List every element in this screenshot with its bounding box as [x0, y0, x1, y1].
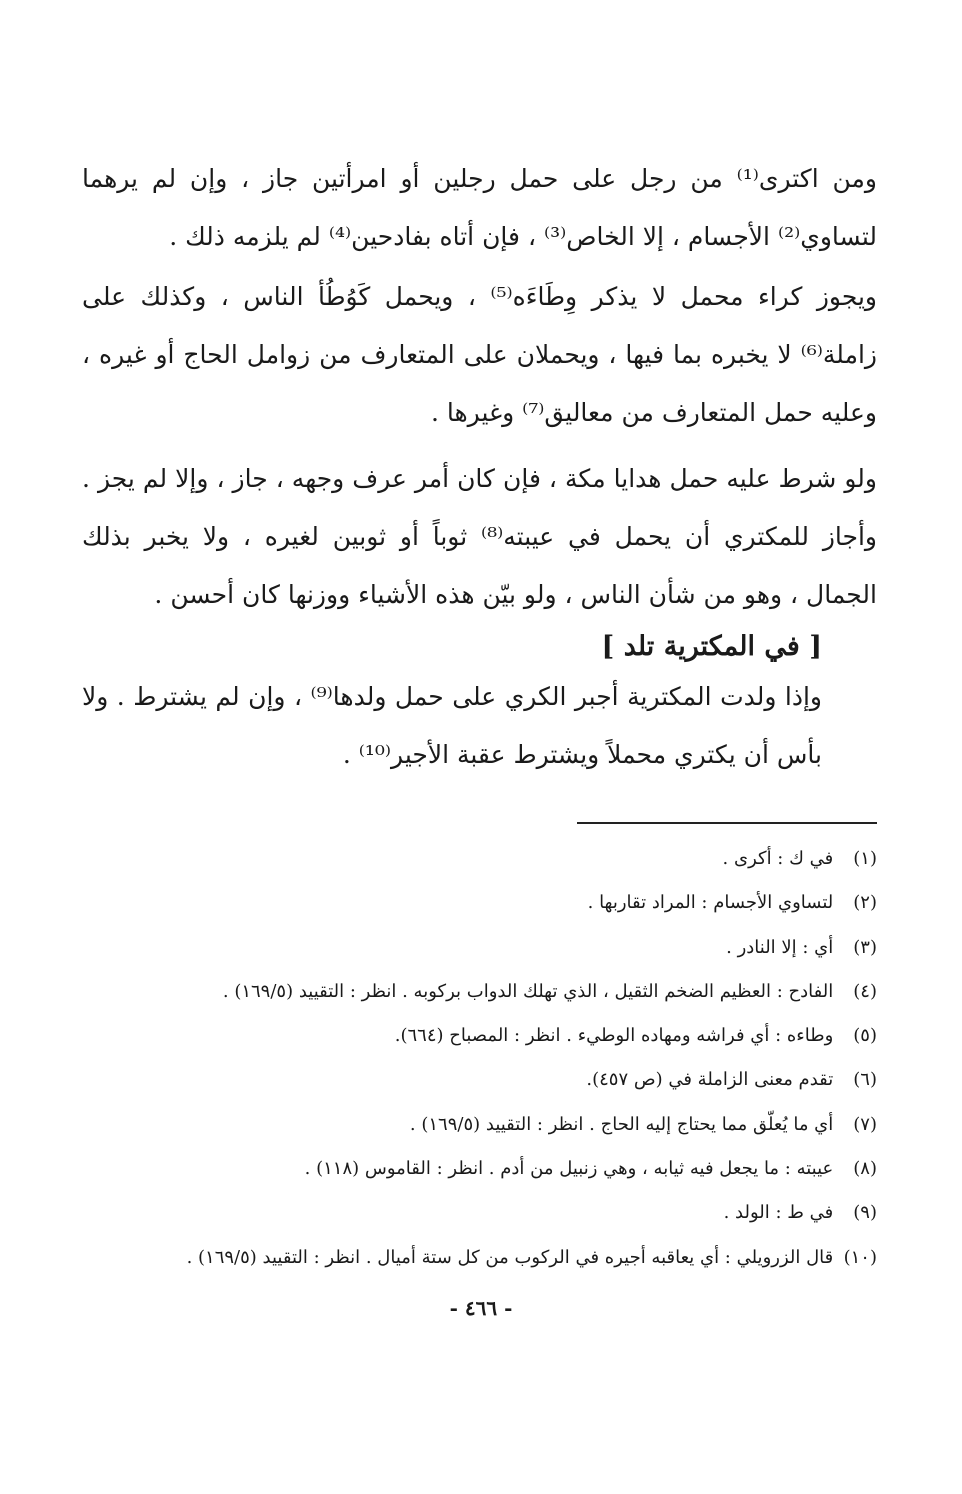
footnote-item — [82, 1064, 877, 1108]
footnote-number: (٥) — [853, 1025, 877, 1047]
footnote-text: قال الزرويلي : أي يعاقبه أجيره في الركوب من كل ستة أميال . انظر : التقييد (١٦٩/٥) . — [186, 1246, 834, 1268]
footnote-text: وطاءه : أي فراشه ومهاده الوطيء . انظر : المصباح (٦٦٤). — [394, 1025, 834, 1047]
footnote-text: لتساوي الأجسام : المراد تقاربها . — [587, 892, 834, 914]
footnote-number: (٨) — [853, 1158, 877, 1180]
footnote-text: في ك : أكرى . — [722, 848, 834, 869]
footnote-item — [82, 1020, 877, 1064]
footnote-text: أي ما يُعلّق مما يحتاج إليه الحاج . انظر : التقييد (١٦٩/٥) . — [409, 1113, 834, 1135]
footnote-number: (١٠) — [843, 1246, 877, 1268]
footnote-item — [82, 1109, 877, 1153]
footnote-number: (٩) — [853, 1202, 877, 1224]
footnote-number: (٣) — [853, 936, 877, 958]
footnote-text: في ط : الولد . — [723, 1202, 834, 1224]
footnote-separator — [577, 822, 877, 824]
footnote-number: (٤) — [853, 980, 877, 1002]
footnote-item — [82, 1197, 877, 1241]
paragraph-2-block — [82, 268, 877, 442]
footnote-item — [82, 932, 877, 976]
footnotes-list — [82, 843, 877, 1286]
footnote-number: (٦) — [853, 1069, 877, 1091]
paragraph-2: ويجوز كراء محمل لا يذكر وِطَاءَه⁽⁵⁾ ، ويحمل كَوُطُأ الناس ، وكذلك على زاملة⁽⁶⁾ لا يخبره بما فيها ، ويحملان على المتعارف من زوامل الحاج أو غيره ، وعليه حمل المتعارف من معاليق⁽⁷⁾ وغيرها . — [82, 282, 877, 427]
footnote-number: (٢) — [853, 892, 877, 914]
footnote-item — [82, 843, 877, 887]
paragraph-1: ومن اكترى⁽¹⁾ من رجل على حمل رجلين أو امرأتين جاز ، وإن لم يرهما لتساوي⁽²⁾ الأجسام ، إلا الخاص⁽³⁾ ، فإن أتاه بفادحين⁽⁴⁾ لم يلزمه ذلك . — [82, 164, 877, 251]
paragraph-4-block — [82, 668, 822, 784]
footnote-text: عيبته : ما يجعل فيه ثيابه ، وهي زنبيل من أدم . انظر : القاموس (١١٨) . — [304, 1158, 834, 1180]
section-heading: [ في المكترية تلد ] — [601, 631, 822, 662]
footnote-text: تقدم معنى الزاملة في (ص ٤٥٧). — [586, 1069, 834, 1091]
footnote-item — [82, 976, 877, 1020]
page-number: - ٤٦٦ - — [449, 1296, 513, 1320]
footnote-number: (٧) — [853, 1113, 877, 1135]
footnote-number: (١) — [853, 848, 877, 869]
paragraph-4: وإذا ولدت المكترية أجبر الكري على حمل ولدها⁽⁹⁾ ، وإن لم يشترط . ولا بأس أن يكتري محملاً ويشترط عقبة الأجير⁽¹⁰⁾ . — [82, 682, 822, 769]
footnote-text: الفادح : العظيم الضخم الثقيل ، الذي تهلك الدواب بركوبه . انظر : التقييد (١٦٩/٥) . — [222, 980, 834, 1002]
paragraph-3-block — [82, 450, 877, 624]
paragraph-1-block — [82, 150, 877, 266]
footnote-text: أي : إلا النادر . — [726, 936, 834, 958]
footnote-item — [82, 1242, 877, 1286]
footnote-item — [82, 1153, 877, 1197]
footnote-item — [82, 887, 877, 931]
paragraph-3: ولو شرط عليه حمل هدايا مكة ، فإن كان أمر عرف وجهه ، جاز ، وإلا لم يجز . وأجاز للمكتري أن يحمل في عيبته⁽⁸⁾ ثوباً أو ثوبين لغيره ، ولا يخبر بذلك الجمال ، وهو من شأن الناس ، ولو بيّن هذه الأشياء ووزنها كان أحسن . — [82, 464, 877, 609]
